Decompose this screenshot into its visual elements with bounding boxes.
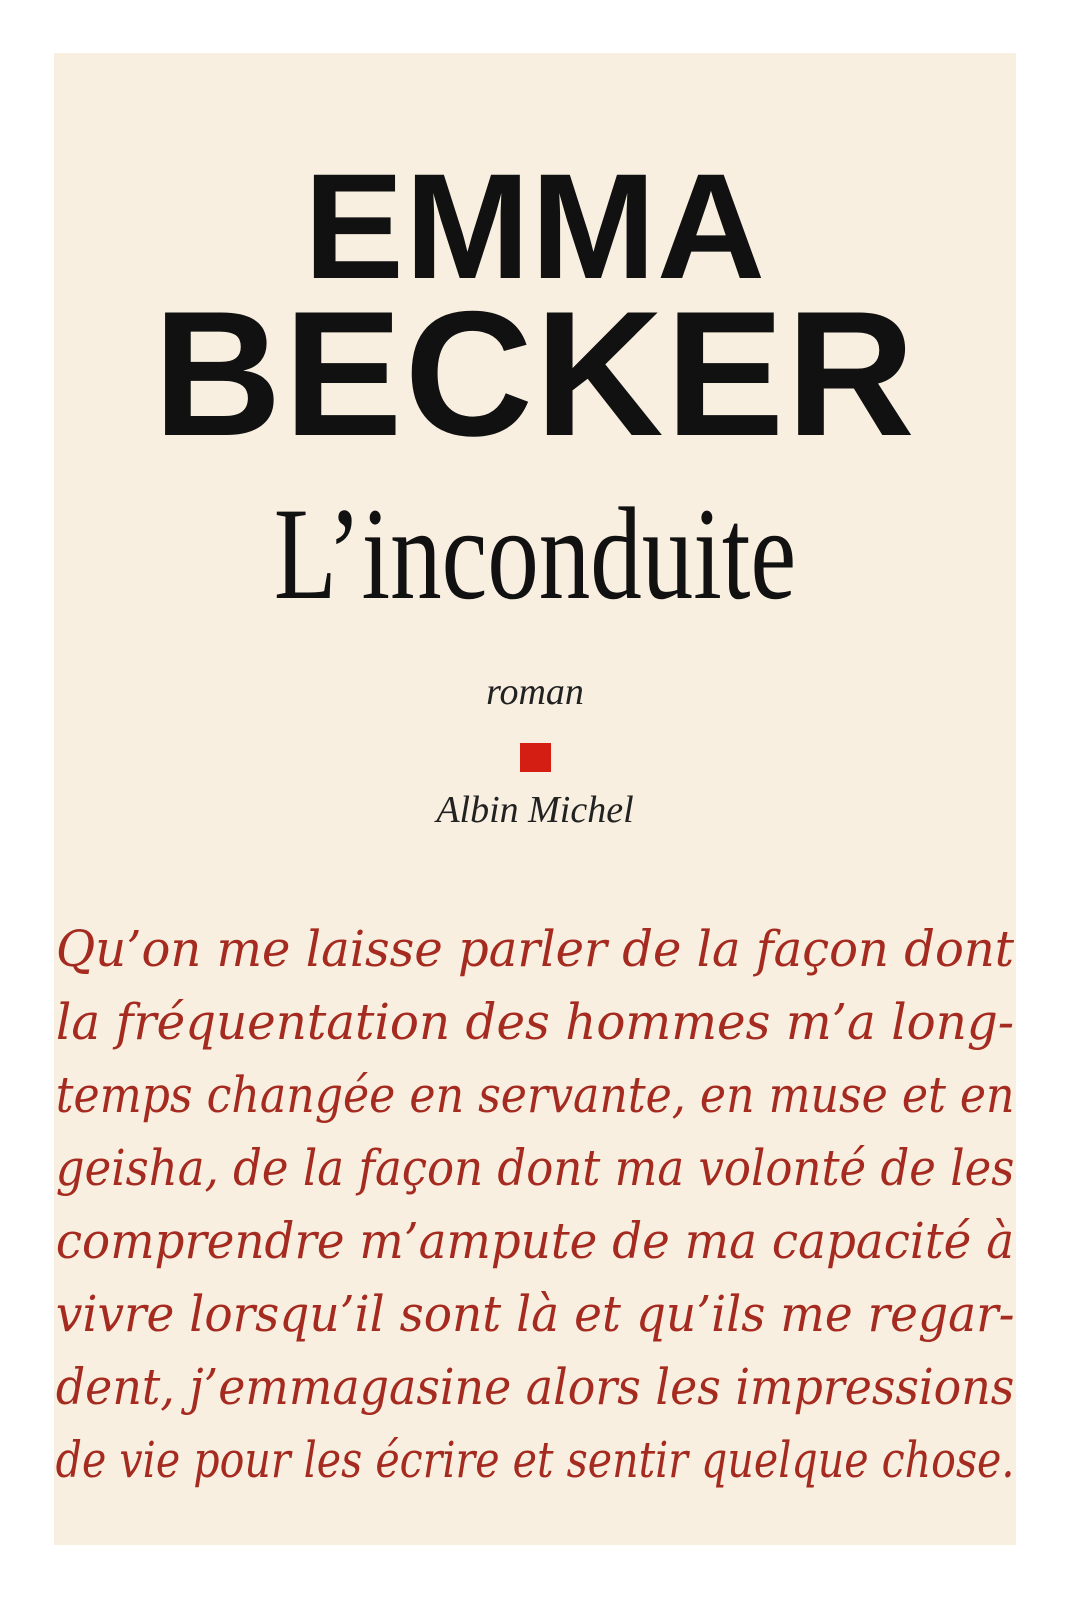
quote-line: Qu’on me laisse parler de la façon dont — [55, 920, 1015, 978]
quote-line: la fréquentation des hommes m’a long- — [55, 993, 1015, 1051]
author-first-name: EMMA — [303, 142, 767, 310]
publisher-mark — [520, 743, 551, 772]
author-last-name: BECKER — [153, 274, 917, 473]
genre-label: roman — [486, 671, 584, 713]
book-cover — [54, 53, 1016, 1545]
book-title: L’inconduite — [273, 480, 797, 627]
quote-line: comprendre m’ampute de ma capacité à — [55, 1212, 1015, 1270]
quote-line: vivre lorsqu’il sont là et qu’ils me regar- — [55, 1285, 1015, 1343]
quote-line: dent, j’emmagasine alors les impressions — [55, 1358, 1015, 1416]
quote-line: de vie pour les écrire et sentir quelque chose. — [55, 1431, 1015, 1489]
publisher-name: Albin Michel — [436, 789, 634, 831]
back-quote — [54, 913, 1016, 1497]
quote-line: geisha, de la façon dont ma volonté de les — [55, 1139, 1015, 1197]
quote-line: temps changée en servante, en muse et en — [55, 1066, 1015, 1124]
